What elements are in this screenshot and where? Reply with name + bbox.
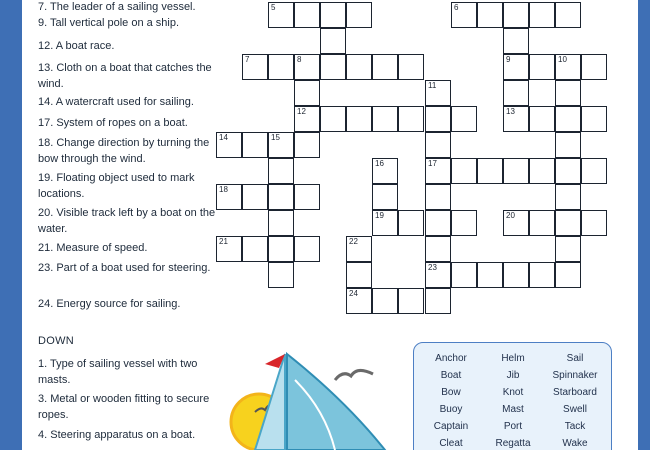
grid-cell[interactable] xyxy=(555,210,581,236)
grid-cell[interactable] xyxy=(268,2,294,28)
grid-cell[interactable] xyxy=(425,184,451,210)
grid-cell[interactable] xyxy=(555,158,581,184)
grid-cell[interactable] xyxy=(477,262,503,288)
clue-number: 22 xyxy=(349,237,358,246)
grid-cell[interactable] xyxy=(503,80,529,106)
grid-cell[interactable] xyxy=(451,2,477,28)
grid-cell[interactable] xyxy=(425,288,451,314)
clue-number: 16 xyxy=(375,159,384,168)
grid-cell[interactable] xyxy=(555,80,581,106)
clue-number: 21 xyxy=(219,237,228,246)
grid-cell[interactable] xyxy=(346,106,372,132)
grid-cell[interactable] xyxy=(503,210,529,236)
word-bank-item: Swell xyxy=(563,404,587,415)
grid-cell[interactable] xyxy=(372,288,398,314)
grid-cell[interactable] xyxy=(425,106,451,132)
word-bank-item: Tack xyxy=(564,421,586,432)
clue-down-4: 4. Steering apparatus on a boat. xyxy=(38,429,196,441)
clue-across-18: 18. Change direction by turning the bow through the wind. xyxy=(38,137,210,165)
grid-cell[interactable] xyxy=(346,2,372,28)
grid-cell[interactable] xyxy=(242,184,268,210)
grid-cell[interactable] xyxy=(503,28,529,54)
grid-cell[interactable] xyxy=(425,158,451,184)
grid-cell[interactable] xyxy=(529,210,555,236)
grid-cell[interactable] xyxy=(529,2,555,28)
grid-cell[interactable] xyxy=(529,106,555,132)
word-bank-item: Knot xyxy=(502,387,524,398)
clue-across-14: 14. A watercraft used for sailing. xyxy=(38,96,194,108)
word-bank-item: Wake xyxy=(562,438,588,449)
grid-cell[interactable] xyxy=(268,184,294,210)
word-bank-item: Captain xyxy=(433,421,469,432)
grid-cell[interactable] xyxy=(425,262,451,288)
down-heading: DOWN xyxy=(38,335,75,347)
grid-cell[interactable] xyxy=(425,210,451,236)
word-bank-item: Helm xyxy=(501,353,525,364)
grid-cell[interactable] xyxy=(529,54,555,80)
grid-cell[interactable] xyxy=(216,184,242,210)
grid-cell[interactable] xyxy=(581,158,607,184)
clue-number: 13 xyxy=(506,107,515,116)
grid-cell[interactable] xyxy=(242,54,268,80)
grid-cell[interactable] xyxy=(451,158,477,184)
word-bank-item: Buoy xyxy=(439,404,463,415)
grid-cell[interactable] xyxy=(529,262,555,288)
grid-cell[interactable] xyxy=(425,132,451,158)
grid-cell[interactable] xyxy=(320,54,346,80)
grid-cell[interactable] xyxy=(503,262,529,288)
clue-number: 23 xyxy=(428,263,437,272)
grid-cell[interactable] xyxy=(320,2,346,28)
word-bank-item: Anchor xyxy=(435,353,467,364)
grid-cell[interactable] xyxy=(555,132,581,158)
grid-cell[interactable] xyxy=(294,106,320,132)
grid-cell[interactable] xyxy=(268,236,294,262)
clue-across-12: 12. A boat race. xyxy=(38,40,115,52)
grid-cell[interactable] xyxy=(320,106,346,132)
clue-across-17: 17. System of ropes on a boat. xyxy=(38,117,188,129)
grid-cell[interactable] xyxy=(555,106,581,132)
word-bank-item: Mast xyxy=(502,404,524,415)
word-bank-item: Cleat xyxy=(439,438,463,449)
clue-across-13: 13. Cloth on a boat that catches the wind. xyxy=(38,62,212,90)
clue-number: 7 xyxy=(245,55,250,64)
grid-cell[interactable] xyxy=(425,236,451,262)
grid-cell[interactable] xyxy=(216,132,242,158)
word-bank-item: Jib xyxy=(506,370,520,381)
grid-cell[interactable] xyxy=(294,2,320,28)
word-bank-item: Starboard xyxy=(553,387,597,398)
clue-number: 24 xyxy=(349,289,358,298)
clue-number: 19 xyxy=(375,211,384,220)
clue-across-23: 23. Part of a boat used for steering. xyxy=(38,262,211,274)
grid-cell[interactable] xyxy=(372,184,398,210)
grid-cell[interactable] xyxy=(242,132,268,158)
clue-number: 11 xyxy=(428,81,437,90)
grid-cell[interactable] xyxy=(372,158,398,184)
grid-cell[interactable] xyxy=(268,210,294,236)
grid-cell[interactable] xyxy=(346,288,372,314)
clue-number: 18 xyxy=(219,185,228,194)
grid-cell[interactable] xyxy=(372,54,398,80)
clue-number: 10 xyxy=(558,55,567,64)
clue-number: 15 xyxy=(271,133,280,142)
clue-down-3: 3. Metal or wooden fitting to secure ropes. xyxy=(38,393,210,421)
clue-number: 12 xyxy=(297,107,306,116)
grid-cell[interactable] xyxy=(294,236,320,262)
grid-cell[interactable] xyxy=(398,288,424,314)
grid-cell[interactable] xyxy=(555,54,581,80)
grid-cell[interactable] xyxy=(268,54,294,80)
grid-cell[interactable] xyxy=(581,54,607,80)
grid-cell[interactable] xyxy=(425,80,451,106)
word-bank-item: Boat xyxy=(440,370,462,381)
clue-number: 5 xyxy=(271,3,276,12)
grid-cell[interactable] xyxy=(346,262,372,288)
clue-number: 9 xyxy=(506,55,511,64)
grid-cell[interactable] xyxy=(581,210,607,236)
word-bank-item: Port xyxy=(503,421,523,432)
grid-cell[interactable] xyxy=(451,106,477,132)
grid-cell[interactable] xyxy=(555,2,581,28)
grid-cell[interactable] xyxy=(529,158,555,184)
grid-cell[interactable] xyxy=(398,106,424,132)
grid-cell[interactable] xyxy=(320,28,346,54)
grid-cell[interactable] xyxy=(581,106,607,132)
clue-down-1: 1. Type of sailing vessel with two masts. xyxy=(38,358,198,386)
clue-across-7: 7. The leader of a sailing vessel. xyxy=(38,1,196,13)
clue-across-21: 21. Measure of speed. xyxy=(38,242,148,254)
grid-cell[interactable] xyxy=(268,158,294,184)
grid-cell[interactable] xyxy=(242,236,268,262)
sailboat-illustration xyxy=(215,350,405,450)
clue-across-9: 9. Tall vertical pole on a ship. xyxy=(38,17,180,29)
grid-cell[interactable] xyxy=(555,262,581,288)
grid-cell[interactable] xyxy=(372,210,398,236)
grid-cell[interactable] xyxy=(398,54,424,80)
word-bank-item: Spinnaker xyxy=(552,370,598,381)
grid-cell[interactable] xyxy=(477,158,503,184)
grid-cell[interactable] xyxy=(346,54,372,80)
grid-cell[interactable] xyxy=(503,106,529,132)
word-bank-item: Bow xyxy=(441,387,461,398)
clue-number: 20 xyxy=(506,211,515,220)
grid-cell[interactable] xyxy=(346,236,372,262)
grid-cell[interactable] xyxy=(398,210,424,236)
clue-number: 14 xyxy=(219,133,228,142)
grid-cell[interactable] xyxy=(268,132,294,158)
grid-cell[interactable] xyxy=(503,2,529,28)
grid-cell[interactable] xyxy=(294,132,320,158)
clue-number: 17 xyxy=(428,159,437,168)
grid-cell[interactable] xyxy=(372,106,398,132)
grid-cell[interactable] xyxy=(477,2,503,28)
grid-cell[interactable] xyxy=(555,236,581,262)
grid-cell[interactable] xyxy=(216,236,242,262)
grid-cell[interactable] xyxy=(503,158,529,184)
word-bank-item: Sail xyxy=(566,353,584,364)
grid-cell[interactable] xyxy=(268,262,294,288)
clue-number: 6 xyxy=(454,3,459,12)
grid-cell[interactable] xyxy=(294,184,320,210)
grid-cell[interactable] xyxy=(451,262,477,288)
clue-across-19: 19. Floating object used to mark locations. xyxy=(38,172,195,200)
clue-number: 8 xyxy=(297,55,302,64)
word-bank xyxy=(413,342,612,450)
word-bank-item: Regatta xyxy=(495,438,531,449)
clue-across-20: 20. Visible track left by a boat on the water. xyxy=(38,207,216,235)
grid-cell[interactable] xyxy=(294,80,320,106)
bird-icon xyxy=(335,370,373,380)
grid-cell[interactable] xyxy=(503,54,529,80)
grid-cell[interactable] xyxy=(294,54,320,80)
sail-icon xyxy=(287,354,385,450)
grid-cell[interactable] xyxy=(451,210,477,236)
grid-cell[interactable] xyxy=(555,184,581,210)
clue-across-24: 24. Energy source for sailing. xyxy=(38,298,181,310)
